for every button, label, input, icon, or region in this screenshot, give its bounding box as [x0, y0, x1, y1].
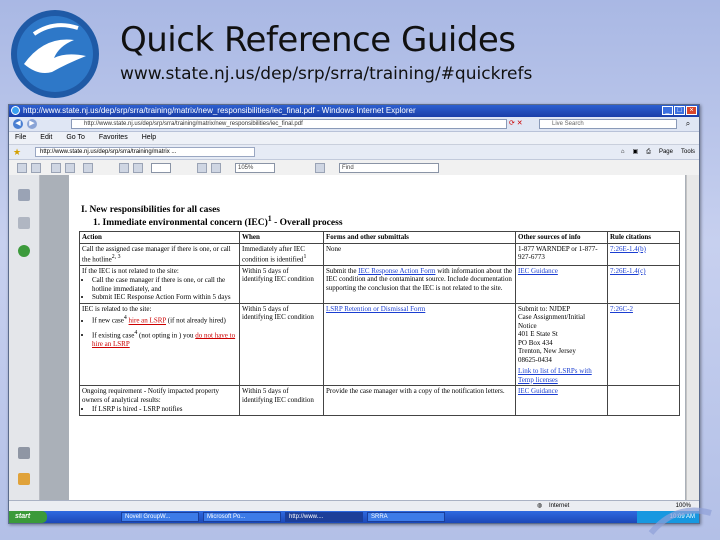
address-bar	[9, 117, 699, 132]
favorites-star-icon[interactable]: ★	[13, 147, 22, 157]
tools-menu[interactable]: Tools	[680, 149, 695, 155]
rule-link[interactable]: 7:26E-1.4(b)	[610, 244, 646, 253]
ie-icon	[11, 106, 20, 115]
fit-page-icon[interactable]	[315, 163, 325, 173]
rule-link[interactable]: 7:26C-2	[610, 304, 633, 313]
maximize-button[interactable]: □	[674, 106, 685, 115]
doc-subsection-heading: 1. Immediate environmental concern (IEC)$^1$ - Overall process	[93, 214, 343, 229]
save-icon[interactable]	[17, 163, 27, 173]
pdf-sidebar	[9, 175, 40, 501]
table-row: If the IEC is not related to the site: • Call the case manager if there is one, or call the hotline immediately, and • Submit IEC Response Action Form within 5 days Within 5 days of identifying IEC condition Submit the IEC Response Action Form with information about the IEC condition and the contaminant source. Include documentation supporting the conclusion that the IEC is not related to the site. IEC Guidance 7:26E-1.4(c)	[80, 265, 680, 303]
decorative-swirl	[646, 498, 716, 538]
help-icon[interactable]	[18, 245, 30, 257]
minimize-button[interactable]: _	[662, 106, 673, 115]
paperclip-icon[interactable]	[18, 447, 30, 459]
back-icon[interactable]: ◀	[13, 119, 23, 129]
address-input[interactable]: http://www.state.nj.us/dep/srp/srra/training/matrix/new_responsibilities/iec_final.pdf	[71, 119, 507, 129]
zoom-level-select[interactable]: 105%	[235, 163, 275, 173]
menu-goto[interactable]: Go To	[66, 134, 85, 141]
iec-guidance-link[interactable]: IEC Guidance	[518, 266, 558, 275]
menu-bar	[9, 132, 699, 145]
start-button[interactable]: start	[9, 511, 47, 523]
task-srra[interactable]: SRRA	[367, 512, 445, 522]
window-titlebar	[9, 105, 699, 117]
select-tool-icon[interactable]	[65, 163, 75, 173]
print-icon[interactable]: ⎙	[646, 149, 651, 155]
table-row: IEC is related to the site: • If new case$^4$ hire an LSRP (if not already hired) • If existing case$^4$ (not opting in ) you do not have to hire an LSRP Within 5 days of identifying IEC condition LSRP Retention or Dismissal Form Submit to: NJDEP Case Assignment/Initial Notice 401 E State St PO Box 434 Trenton, New Jersey 08625-0434 Link to list of LSRPs with Temp licenses 7:26C-2	[80, 303, 680, 386]
nj-dep-logo	[4, 6, 106, 102]
search-icon[interactable]: ⌕	[685, 119, 691, 128]
status-bar	[9, 500, 699, 523]
lsrp-retention-form-link[interactable]: LSRP Retention or Dismissal Form	[326, 304, 426, 313]
task-groupwise[interactable]: Novell GroupW...	[121, 512, 199, 522]
tab-bar	[9, 145, 699, 160]
hand-tool-icon[interactable]	[51, 163, 61, 173]
page-number-input[interactable]	[151, 163, 171, 173]
menu-help[interactable]: Help	[141, 134, 157, 141]
zone-label: Internet	[549, 503, 570, 509]
iec-guidance-link[interactable]: IEC Guidance	[518, 387, 558, 396]
no-hire-lsrp-link[interactable]: do not have to hire an LSRP	[92, 331, 236, 348]
print-icon[interactable]	[31, 163, 41, 173]
pdf-viewport	[9, 175, 699, 501]
task-ie[interactable]: http://www....	[285, 512, 363, 522]
iec-process-table	[79, 231, 680, 416]
vertical-scrollbar[interactable]	[686, 175, 699, 501]
doc-section-heading: I. New responsibilities for all cases	[81, 205, 220, 215]
find-input[interactable]: Find	[339, 163, 439, 173]
home-icon[interactable]: ⌂	[620, 149, 625, 155]
col-when: When	[240, 232, 324, 244]
status-zoom[interactable]: 100%	[675, 503, 691, 509]
col-action: Action	[80, 232, 240, 244]
lsrp-list-link[interactable]: Link to list of LSRPs with Temp licenses	[518, 367, 592, 384]
menu-file[interactable]: File	[15, 134, 27, 141]
prev-page-icon[interactable]	[119, 163, 129, 173]
browser-tab[interactable]: http://www.state.nj.us/dep/srp/srra/training/matrix ...	[35, 147, 255, 157]
search-input[interactable]: Live Search	[539, 119, 677, 129]
pages-icon[interactable]	[18, 189, 30, 201]
refresh-stop-icon[interactable]: ⟳ ✕	[509, 120, 523, 127]
pdf-page	[69, 175, 685, 501]
slide-title: Quick Reference Guides	[120, 20, 516, 60]
menu-favorites[interactable]: Favorites	[98, 134, 128, 141]
system-tray-clock: 10:09 AM	[637, 511, 699, 523]
iec-response-form-link[interactable]: IEC Response Action Form	[358, 266, 436, 275]
col-rule: Rule citations	[608, 232, 680, 244]
close-button[interactable]: ×	[686, 106, 697, 115]
page-menu[interactable]: Page	[658, 149, 673, 155]
slide-url: www.state.nj.us/dep/srp/srra/training/#quickrefs	[120, 64, 533, 84]
zoom-in-icon[interactable]	[211, 163, 221, 173]
feeds-icon[interactable]: ▣	[632, 149, 639, 155]
table-header-row	[80, 232, 680, 244]
browser-window	[8, 104, 700, 524]
col-info: Other sources of info	[516, 232, 608, 244]
table-row: Call the assigned case manager if there is one, or call the hotline$^{2, 3}$ Immediately after IEC condition is identified$^1$ None 1-877 WARNDEP or 1-877-927-6773 7:26E-1.4(b)	[80, 243, 680, 265]
window-title: http://www.state.nj.us/dep/srp/srra/training/matrix/new_responsibilities/iec_final.pdf - Windows Internet Explorer	[23, 106, 416, 115]
col-forms: Forms and other submittals	[324, 232, 516, 244]
rule-link[interactable]: 7:26E-1.4(c)	[610, 266, 646, 275]
forward-icon[interactable]: ▶	[27, 119, 37, 129]
next-page-icon[interactable]	[133, 163, 143, 173]
comments-icon[interactable]	[18, 473, 30, 485]
attachments-icon[interactable]	[18, 217, 30, 229]
zoom-tool-icon[interactable]	[83, 163, 93, 173]
globe-icon: ◍	[537, 503, 543, 509]
table-row: Ongoing requirement - Notify impacted property owners of analytical results: • If LSRP is hired - LSRP notifies Within 5 days of identifying IEC condition Provide the case manager with a copy of the notification letters. IEC Guidance	[80, 386, 680, 416]
task-powerpoint[interactable]: Microsoft Po...	[203, 512, 281, 522]
menu-edit[interactable]: Edit	[40, 134, 53, 141]
zoom-out-icon[interactable]	[197, 163, 207, 173]
hire-lsrp-link[interactable]: hire an LSRP	[128, 316, 167, 325]
taskbar	[9, 511, 699, 523]
